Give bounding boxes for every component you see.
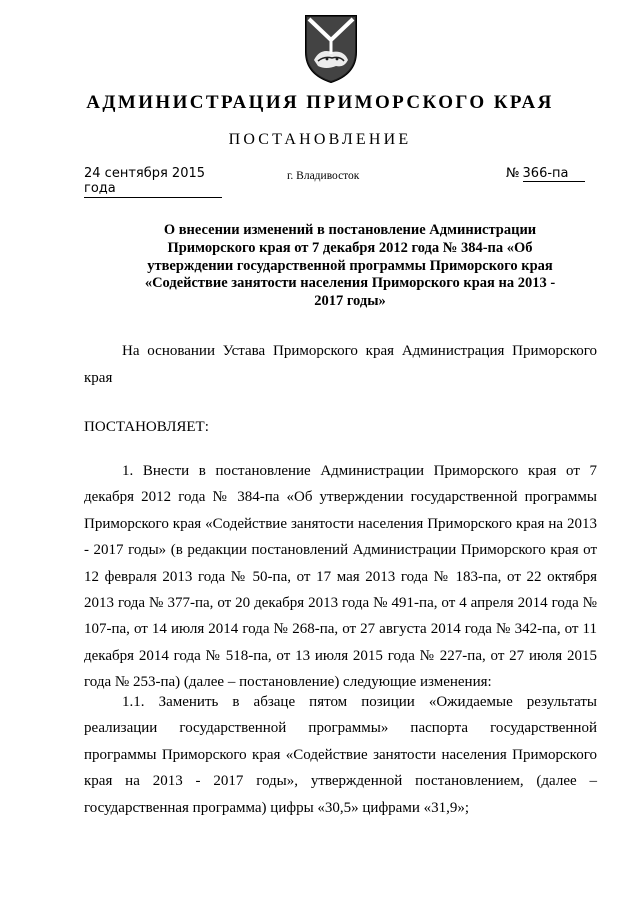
coat-of-arms-emblem: [300, 14, 362, 84]
document-city: г. Владивосток: [287, 170, 360, 182]
document-date: 24 сентября 2015 года: [84, 166, 222, 198]
document-title: О внесении изменений в постановление Администрации Приморского края от 7 декабря 2012 года № 384-па «Об утверждении государственной программы Приморского края «Содействие занятости населения Приморского края на 2013 - 2017 годы»: [144, 222, 556, 310]
item-1-paragraph: 1. Внести в постановление Администрации Приморского края от 7 декабря 2012 года № 384-па «Об утверждении государственной программы Приморского края «Содействие занятости населения Приморского края на 2013 - 2017 годы» (в редакции постановлений Администрации Приморского края от 12 февраля 2013 года № 50-па, от 17 мая 2013 года № 183-па, от 22 октября 2013 года № 377-па, от 20 декабря 2013 года № 491-па, от 4 апреля 2014 года № 107-па, от 14 июля 2014 года № 268-па, от 27 августа 2014 года № 342-па, от 11 декабря 2014 года № 518-па, от 13 июля 2015 года № 227-па, от 27 июля 2015 года № 253-па) (далее – постановление) следующие изменения:: [84, 463, 597, 691]
number-prefix: №: [506, 166, 520, 181]
document-type: ПОСТАНОВЛЕНИЕ: [228, 131, 412, 148]
item-1-1-paragraph: 1.1. Заменить в абзаце пятом позиции «Ожидаемые результаты реализации государственной программы» паспорта государственной программы Приморского края «Содействие занятости населения Приморского края на 2013 - 2017 годы», утвержденной постановлением, (далее – государственная программа) цифры «30,5» цифрами «31,9»;: [84, 694, 597, 816]
organization-name: АДМИНИСТРАЦИЯ ПРИМОРСКОГО КРАЯ: [86, 92, 554, 113]
document-number: [506, 166, 585, 181]
basis-paragraph: На основании Устава Приморского края Администрация Приморского края: [84, 343, 597, 386]
resolves-heading: ПОСТАНОВЛЯЕТ:: [84, 419, 209, 435]
primorsky-coat-of-arms-icon: [300, 14, 362, 84]
number-value: 366-па: [523, 166, 585, 182]
